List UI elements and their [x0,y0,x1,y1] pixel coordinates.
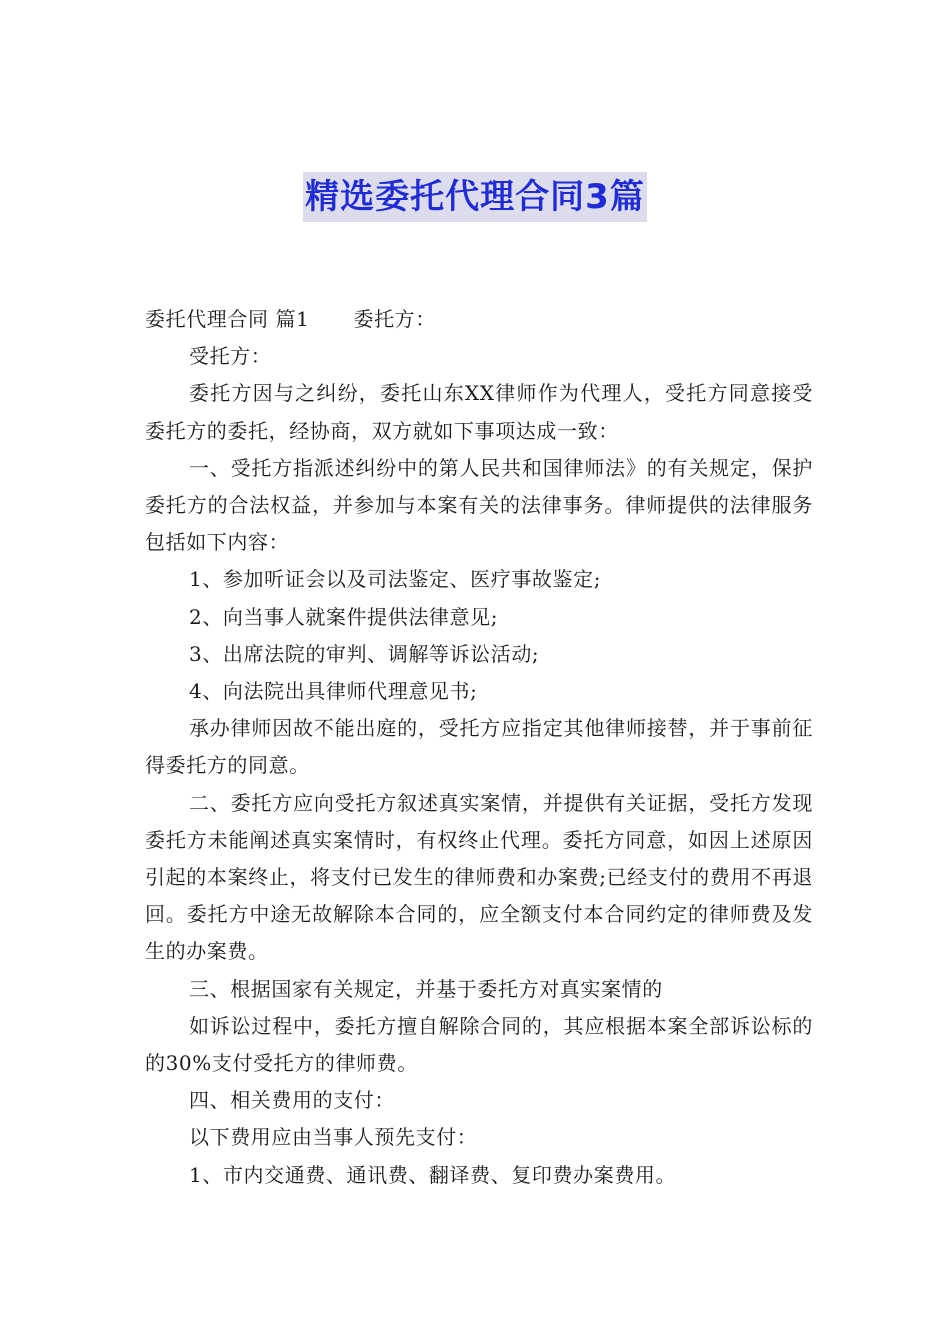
paragraph: 承办律师因故不能出庭的，受托方应指定其他律师接替，并于事前征得委托方的同意。 [145,716,813,778]
list-item: 3、出席法院的审判、调解等诉讼活动; [189,641,540,666]
document-title-block [0,172,950,222]
section-heading: 委托代理合同 篇1 [145,307,310,331]
paragraph: 一、受托方指派述纠纷中的第人民共和国律师法》的有关规定，保护委托方的合法权益，并参加与本案有关的法律事务。律师提供的法律服务包括如下内容： [145,455,813,555]
list-item: 4、向法院出具律师代理意见书; [189,679,478,704]
list-item: 1、市内交通费、通讯费、翻译费、复印费办案费用。 [189,1162,677,1187]
paragraph: 受托方： [189,344,272,369]
paragraph: 二、委托方应向受托方叙述真实案情，并提供有关证据，受托方发现委托方未能阐述真实案情时，有权终止代理。委托方同意，如因上述原因引起的本案终止，将支付已发生的律师费和办案费;已经支付的费用不再退回。委托方中途无故解除本合同的，应全额支付本合同约定的律师费及发生的办案费。 [145,790,813,964]
list-item: 2、向当事人就案件提供法律意见; [189,604,499,629]
paragraph: 如诉讼过程中，委托方擅自解除合同的，其应根据本案全部诉讼标的的30%支付受托方的律师费。 [145,1013,813,1076]
document-title: 精选委托代理合同3篇 [303,172,647,222]
paragraph: 以下费用应由当事人预先支付： [189,1125,478,1150]
list-item: 1、参加听证会以及司法鉴定、医疗事故鉴定; [189,567,602,592]
paragraph: 四、相关费用的支付： [189,1088,395,1113]
paragraph: 三、根据国家有关规定，并基于委托方对真实案情的 [189,976,663,1001]
paragraph: 委托方因与之纠纷，委托山东XX律师作为代理人，受托方同意接受委托方的委托，经协商，双方就如下事项达成一致： [145,381,813,443]
section-heading-line [145,301,813,338]
document-body [145,301,813,1194]
principal-label: 委托方： [353,307,436,331]
